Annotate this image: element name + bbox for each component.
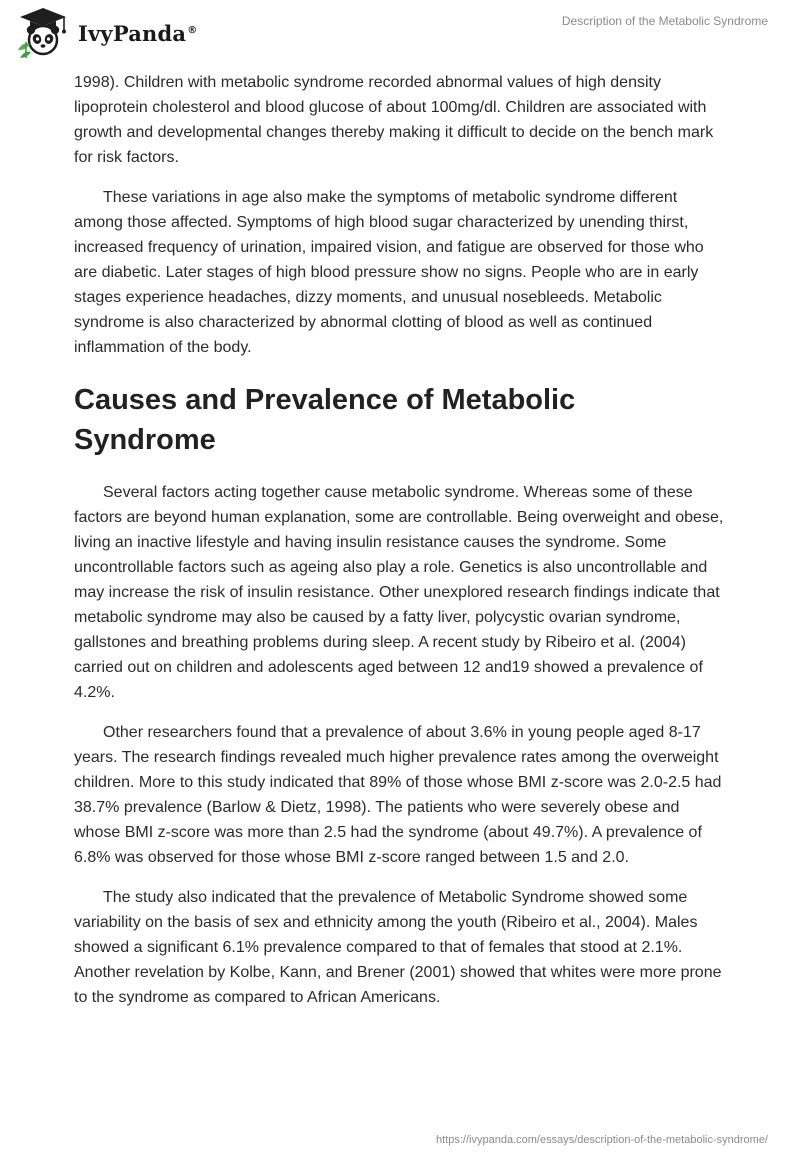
- section-heading: Causes and Prevalence of Metabolic Syndrome: [74, 384, 576, 456]
- page-header: [0, 0, 800, 64]
- source-url-link[interactable]: https://ivypanda.com/essays/description-of-the-metabolic-syndrome/: [436, 1134, 768, 1146]
- paragraph-prevalence: Other researchers found that a prevalence of about 3.6% in young people aged 8-17 years. The research findings revealed much higher prevalence rates among the overweight children. More to this study indicated that 89% of those whose BMI z-score was 2.0-2.5 had 38.7% prevalence (Barlow & Dietz, 1998). The patients who were severely obese and whose BMI z-score was more than 2.5 had the syndrome (about 49.7%). A prevalence of 6.8% was observed for those whose BMI z-score ranged between 1.5 and 2.0.: [74, 724, 722, 866]
- paragraph-sex-ethnicity: The study also indicated that the prevalence of Metabolic Syndrome showed some variability on the basis of sex and ethnicity among the youth (Ribeiro et al., 2004). Males showed a significant 6.1% prevalence compared to that of females that stood at 2.1%. Another revelation by Kolbe, Kann, and Brener (2001) showed that whites were more prone to the syndrome as compared to African Americans.: [74, 889, 722, 1006]
- paragraph-continuation: 1998). Children with metabolic syndrome recorded abnormal values of high density lipoprotein cholesterol and blood glucose of about 100mg/dl. Children are associated with growth and developmental changes thereby making it difficult to decide on the bench mark for risk factors.: [74, 74, 714, 166]
- paragraph-symptoms: These variations in age also make the symptoms of metabolic syndrome different among those affected. Symptoms of high blood sugar characterized by unending thirst, increased frequency of urination, impaired vision, and fatigue are observed for those who are diabetic. Later stages of high blood pressure show no signs. People who are in early stages experience headaches, dizzy moments, and unusual nosebleeds. Metabolic syndrome is also characterized by abnormal clotting of blood as well as continued inflammation of the body.: [74, 189, 704, 356]
- essay-content: [74, 70, 730, 1010]
- panda-graduate-icon: [14, 6, 72, 58]
- brand-name: IvyPanda®: [78, 20, 198, 46]
- document-title: Description of the Metabolic Syndrome: [561, 14, 768, 28]
- ivypanda-logo[interactable]: [14, 6, 197, 58]
- paragraph-causes: Several factors acting together cause metabolic syndrome. Whereas some of these factors are beyond human explanation, some are controllable. Being overweight and obese, living an inactive lifestyle and having insulin resistance causes the syndrome. Some uncontrollable factors such as ageing also play a role. Genetics is also uncontrollable and may increase the risk of insulin resistance. Other unexplored research findings indicate that metabolic syndrome may also be caused by a fatty liver, polycystic ovarian syndrome, gallstones and breathing problems during sleep. A recent study by Ribeiro et al. (2004) carried out on children and adolescents aged between 12 and19 showed a prevalence of 4.2%.: [74, 484, 724, 701]
- registered-mark: ®: [187, 24, 198, 36]
